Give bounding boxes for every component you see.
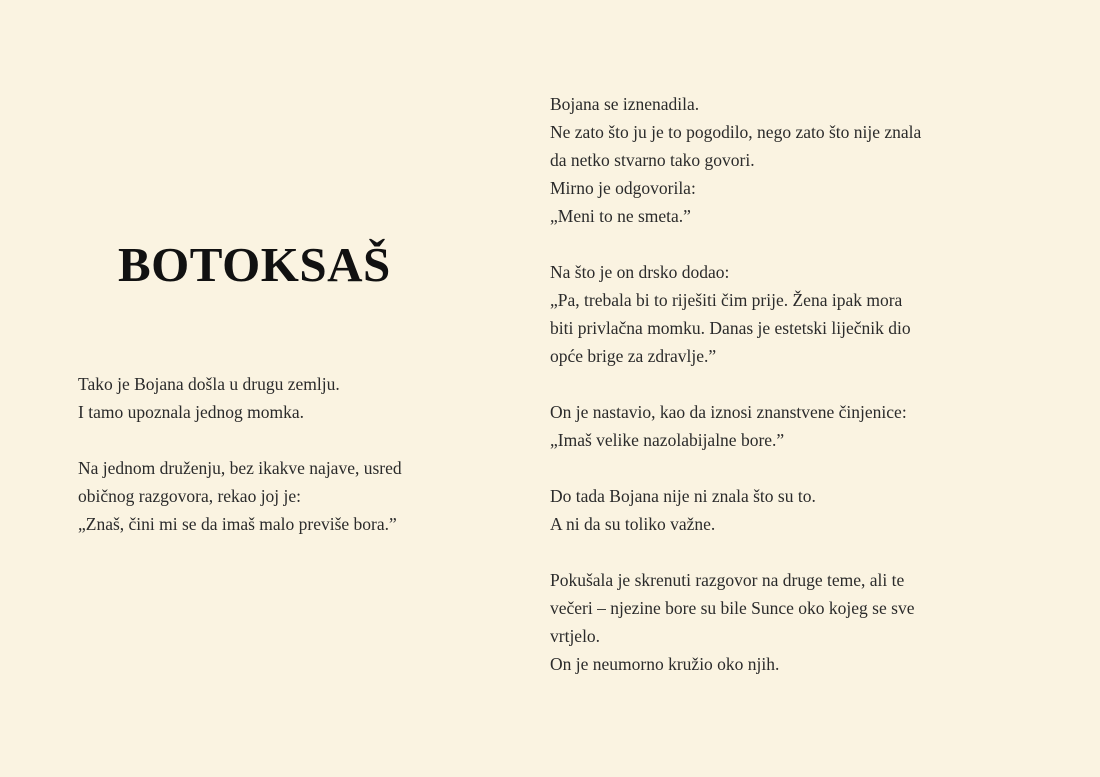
text-line: Tako je Bojana došla u drugu zemlju. bbox=[78, 374, 340, 394]
text-line: običnog razgovora, rekao joj je: bbox=[78, 486, 302, 506]
text-line: vrtjelo. bbox=[550, 626, 601, 646]
text-line: „Pa, trebala bi to riješiti čim prije. Žena ipak mora bbox=[550, 290, 903, 310]
text-line: da netko stvarno tako govori. bbox=[550, 150, 755, 170]
paragraph bbox=[550, 482, 1020, 538]
text-line: A ni da su toliko važne. bbox=[550, 514, 716, 534]
text-line: Bojana se iznenadila. bbox=[550, 94, 700, 114]
text-line: „Imaš velike nazolabijalne bore.” bbox=[550, 430, 785, 450]
text-line: opće brige za zdravlje.” bbox=[550, 346, 717, 366]
text-line: Ne zato što ju je to pogodilo, nego zato što nije znala bbox=[550, 122, 922, 142]
text-line: „Meni to ne smeta.” bbox=[550, 206, 691, 226]
text-line: večeri – njezine bore su bile Sunce oko kojeg se sve bbox=[550, 598, 915, 618]
left-column bbox=[78, 370, 508, 538]
paragraph bbox=[550, 566, 1020, 678]
paragraph bbox=[550, 398, 1020, 454]
text-line: On je neumorno kružio oko njih. bbox=[550, 654, 780, 674]
paragraph bbox=[78, 454, 508, 538]
text-line: I tamo upoznala jednog momka. bbox=[78, 402, 304, 422]
text-line: biti privlačna momku. Danas je estetski liječnik dio bbox=[550, 318, 911, 338]
right-column bbox=[550, 90, 1020, 678]
text-line: Do tada Bojana nije ni znala što su to. bbox=[550, 486, 816, 506]
text-line: On je nastavio, kao da iznosi znanstvene činjenice: bbox=[550, 402, 907, 422]
text-line: Na što je on drsko dodao: bbox=[550, 262, 730, 282]
text-line: Pokušala je skrenuti razgovor na druge teme, ali te bbox=[550, 570, 905, 590]
paragraph bbox=[550, 258, 1020, 370]
story-title: BOTOKSAŠ bbox=[118, 237, 391, 292]
text-line: Mirno je odgovorila: bbox=[550, 178, 696, 198]
text-line: „Znaš, čini mi se da imaš malo previše bora.” bbox=[78, 514, 397, 534]
paragraph bbox=[550, 90, 1020, 230]
text-line: Na jednom druženju, bez ikakve najave, usred bbox=[78, 458, 402, 478]
paragraph bbox=[78, 370, 508, 426]
